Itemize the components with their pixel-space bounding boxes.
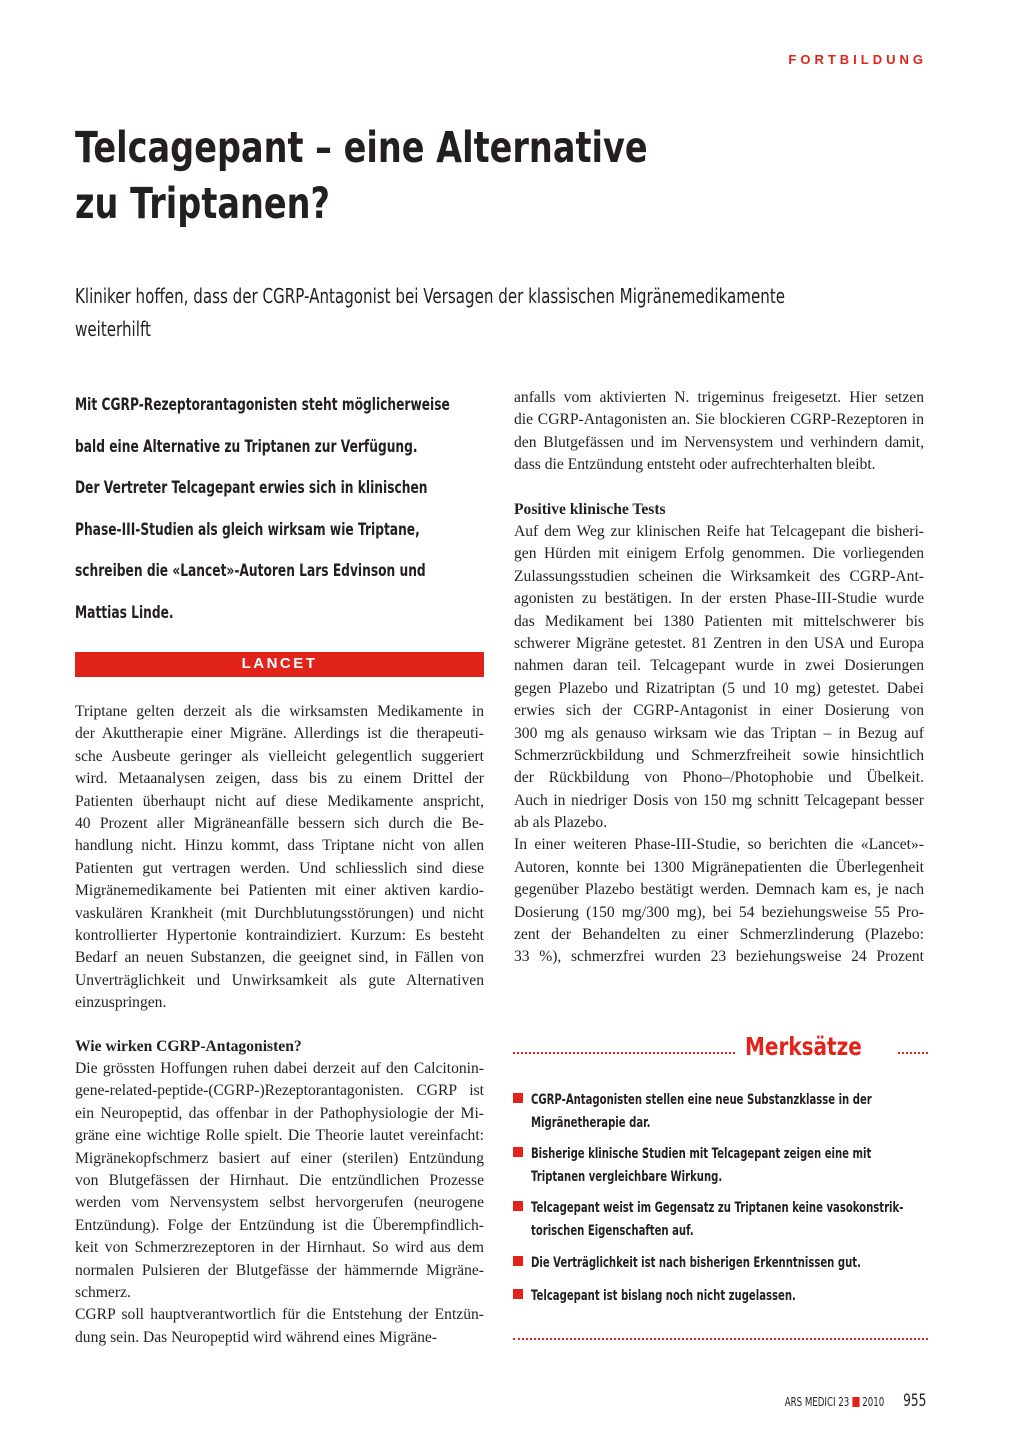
column1-paragraph2 <box>75 1058 484 1349</box>
text-line: Patienten überhaupt nicht auf diese Medikamente anspricht, <box>75 792 484 810</box>
merksatz-line: Die Verträglichkeit ist nach bisherigen Erkenntnissen gut. <box>531 1255 861 1271</box>
text-line: 33 %), schmerzfrei wurden 23 beziehungsweise 24 Prozent <box>514 948 924 966</box>
article-title <box>75 120 777 232</box>
text-line: gräne eine wichtige Rolle spielt. Die Theorie lautet vereinfacht: <box>75 1127 484 1145</box>
text-line: Migränemedikamente bei Patienten mit einer aktiven kardio- <box>75 882 484 900</box>
text-line: Die grössten Hoffungen ruhen dabei derzeit auf den Calcitonin- <box>75 1060 484 1077</box>
source-bar <box>75 652 484 677</box>
merksatz-text <box>531 1143 905 1189</box>
text-line: Triptane gelten derzeit als die wirksamsten Medikamente in <box>75 703 484 720</box>
text-line: Bedarf an neuen Substanzen, die geeignet sind, in Fällen von <box>75 949 484 967</box>
merksaetze-rule-bottom <box>513 1338 928 1340</box>
column1-paragraph1 <box>75 701 484 1014</box>
text-line: kontrollierter Hypertonie kontraindiziert. Kurzum: Es besteht <box>75 926 484 944</box>
footer-journal <box>784 1395 884 1409</box>
text-line: den Blutgefässen und im Nervensystem und verhindern damit, <box>514 433 924 451</box>
text-line: Dosierung (150 mg/300 mg), bei 54 beziehungsweise 55 Pro- <box>514 903 924 921</box>
text-line: handlung nicht. Hinzu kommt, dass Triptane nicht von allen <box>75 837 484 855</box>
text-line: Schmerzrückbildung und Schmerzfreiheit sowie hinsichtlich <box>514 746 924 764</box>
text-line: dass die Entzündung entsteht oder aufrechterhalten bleibt. <box>514 456 876 474</box>
text-line: normalen Pulsieren der Blutgefässe der hämmernde Migräne- <box>75 1261 484 1279</box>
text-line: Patienten gut vertragen werden. Und schliesslich sind diese <box>75 859 484 877</box>
text-line: gene-related-peptide-(CGRP-)Rezeptorantagonisten. CGRP ist <box>75 1082 484 1100</box>
text-line: Auch in niedriger Dosis von 150 mg schnitt Telcagepant besser <box>514 791 924 809</box>
lead-line: Mattias Linde. <box>75 602 174 623</box>
text-line: ab als Plazebo. <box>514 814 608 832</box>
text-line: schwerer Migräne getestet. 81 Zentren in den USA und Europa <box>514 634 924 652</box>
column1-heading: Wie wirken CGRP-Antagonisten? <box>75 1038 302 1055</box>
text-line: Migränekopfschmerz basiert auf einer (sterilen) Entzündung <box>75 1149 484 1167</box>
bullet-square-icon <box>513 1289 523 1299</box>
text-line: dung sein. Das Neuropeptid wird während eines Migräne- <box>75 1328 438 1346</box>
bullet-square-icon <box>513 1147 523 1157</box>
footer-square-icon <box>852 1397 859 1407</box>
text-line: CGRP soll hauptverantwortlich für die Entstehung der Entzün- <box>75 1306 484 1324</box>
title-line: zu Triptanen? <box>75 179 330 229</box>
bullet-square-icon <box>513 1256 523 1266</box>
text-line: vaskulären Krankheit (mit Durchblutungsstörungen) und nicht <box>75 904 484 922</box>
text-line: anfalls vom aktivierten N. trigeminus freigesetzt. Hier setzen <box>514 389 924 406</box>
journal-year: 2010 <box>862 1395 884 1409</box>
article-subtitle <box>75 280 875 346</box>
merksatz-line: CGRP-Antagonisten stellen eine neue Substanzklasse in der <box>531 1092 872 1108</box>
text-line: Autoren, konnte bei 1300 Migränepatienten die Überlegenheit <box>514 858 924 876</box>
text-line: wird. Metaanalysen zeigen, dass bis zu einem Drittel der <box>75 770 484 788</box>
text-line: werden vom Nervensystem selbst hervorgerufen (neurogene <box>75 1194 484 1212</box>
lead-line: Der Vertreter Telcagepant erwies sich in klinischen <box>75 478 428 498</box>
column2-heading: Positive klinische Tests <box>514 501 666 518</box>
lead-line: bald eine Alternative zu Triptanen zur Verfügung. <box>75 436 418 457</box>
merksaetze-rule-right <box>898 1052 928 1054</box>
merksatz-line: torischen Eigenschaften auf. <box>531 1223 694 1239</box>
column2-paragraph2 <box>514 521 924 969</box>
text-line: In einer weiteren Phase-III-Studie, so berichten die «Lancet»- <box>514 836 924 854</box>
source-label: LANCET <box>241 655 318 672</box>
lead-line: Mit CGRP-Rezeptorantagonisten steht möglicherweise <box>75 395 450 415</box>
merksatz-line: Telcagepant weist im Gegensatz zu Triptanen keine vasokonstrik- <box>531 1200 904 1216</box>
text-line: zent der Behandelten zu einer Schmerzlinderung (Plazebo: <box>514 926 924 944</box>
text-line: von Blutgefässen der Hirnhaut. Die entzündlichen Prozesse <box>75 1171 484 1189</box>
merksatz-line: Telcagepant ist bislang noch nicht zugelassen. <box>531 1288 796 1304</box>
merksatz-line: Bisherige klinische Studien mit Telcagepant zeigen eine mit <box>531 1146 872 1162</box>
title-line: Telcagepant – eine Alternative <box>75 123 648 173</box>
text-line: erwies sich der CGRP-Antagonist in einer Dosierung von <box>514 702 924 720</box>
lead-line: schreiben die «Lancet»-Autoren Lars Edvinson und <box>75 561 426 581</box>
merksatz-line: Triptanen vergleichbare Wirkung. <box>531 1169 723 1185</box>
page-number: 955 <box>902 1391 926 1411</box>
merksatz-text <box>531 1285 905 1308</box>
merksatz-text <box>531 1252 905 1275</box>
text-line: nahmen daran teil. Telcagepant wurde in zwei Dosierungen <box>514 657 924 675</box>
text-line: Zulassungsstudien scheinen die Wirksamkeit des CGRP-Ant- <box>514 567 924 585</box>
text-line: Entzündung). Folge der Entzündung ist die Überempfindlich- <box>75 1216 484 1234</box>
subtitle-line: Kliniker hoffen, dass der CGRP-Antagonist bei Versagen der klassischen Migränemedikamente <box>75 284 786 308</box>
merksaetze-rule-left <box>513 1052 735 1054</box>
text-line: schmerz. <box>75 1283 131 1301</box>
text-line: das Medikament bei 1380 Patienten mit mittelschwerer bis <box>514 612 924 630</box>
text-line: sche Ausbeute geringer als vielleicht gelegentlich suggeriert <box>75 747 484 765</box>
lead-line: Phase-III-Studien als gleich wirksam wie Triptane, <box>75 519 420 540</box>
merksaetze-title: Merksätze <box>745 1032 862 1061</box>
bullet-square-icon <box>513 1201 523 1211</box>
text-line: 300 mg als genauso wirksam wie das Triptan – in Bezug auf <box>514 724 924 742</box>
text-line: ein Neuropeptid, das offenbar in der Pathophysiologie der Mi- <box>75 1104 484 1122</box>
text-line: Unverträglichkeit und Unwirksamkeit als gute Alternativen <box>75 971 484 989</box>
merksatz-line: Migränetherapie dar. <box>531 1115 651 1131</box>
text-line: der Akuttherapie einer Migräne. Allerdings ist die therapeuti- <box>75 725 484 743</box>
journal-name: ARS MEDICI 23 <box>784 1395 850 1409</box>
text-line: gegen Plazebo und Rizatriptan (5 und 10 mg) getestet. Dabei <box>514 679 924 697</box>
bullet-square-icon <box>513 1093 523 1103</box>
section-label: FORTBILDUNG <box>788 52 927 67</box>
lead-paragraph <box>75 385 478 634</box>
text-line: einzuspringen. <box>75 994 167 1012</box>
text-line: der Rückbildung von Phono–/Photophobie und Übelkeit. <box>514 769 924 787</box>
text-line: agonisten zu bestätigen. In der ersten Phase-III-Studie wurde <box>514 590 924 608</box>
text-line: 40 Prozent aller Migräneanfälle bessern sich durch die Be- <box>75 814 484 832</box>
subtitle-line: weiterhilft <box>75 317 151 341</box>
text-line: die CGRP-Antagonisten an. Sie blockieren CGRP-Rezeptoren in <box>514 411 924 429</box>
merksatz-text <box>531 1197 905 1243</box>
merksatz-text <box>531 1089 905 1135</box>
text-line: Auf dem Weg zur klinischen Reife hat Telcagepant die bisheri- <box>514 523 924 540</box>
text-line: gen Hürden mit einigem Erfolg genommen. Die vorliegenden <box>514 545 924 563</box>
text-line: gegenüber Plazebo bestätigt werden. Demnach kam es, je nach <box>514 881 924 899</box>
column2-paragraph1 <box>514 387 924 477</box>
text-line: keit von Schmerzrezeptoren in der Hirnhaut. So wird aus dem <box>75 1239 484 1257</box>
